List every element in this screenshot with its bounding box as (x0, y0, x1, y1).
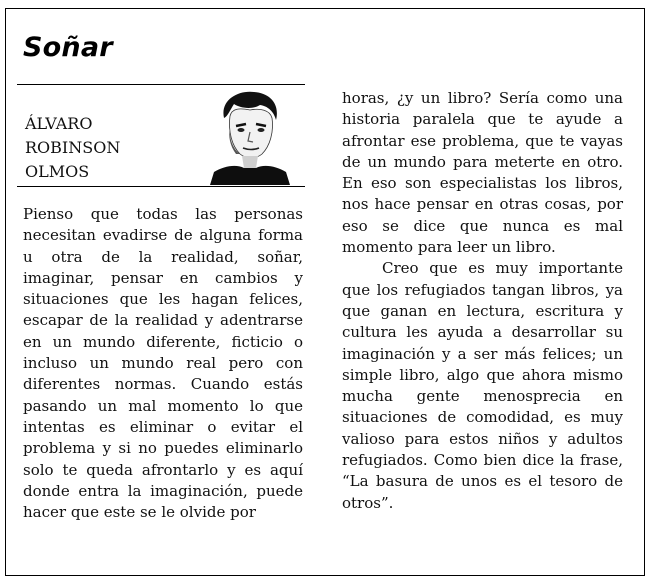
text-column-left (23, 204, 303, 523)
author-photo (210, 88, 290, 185)
paragraph-2: Creo que es muy importante que los refugiados tangan libros, ya que ganan en lectura, escritura y cultura les ayuda a desarrollar su imaginación y a ser más felices; un simple libro, algo que ahora mismo mucha gente menosprecia en situaciones de comodidad, es muy valioso para estos niños y adultos refugiados. Como bien dice la frase, “La basura de unos es el tesoro de otros”. (342, 259, 623, 512)
header-rule-bottom (17, 186, 305, 187)
author-line-2: ROBINSON (25, 138, 121, 157)
author-line-3: OLMOS (25, 162, 90, 181)
article-title: Soñar (23, 32, 113, 63)
header-rule-top (17, 84, 305, 85)
paragraph-1-continued: horas, ¿y un libro? Sería como una historia paralela que te ayude a afrontar ese problema, que te vayas de un mundo para meterte en otro. En eso son especialistas los libros, nos hace pensar en otras cosas, por eso se dice que nunca es mal momento para leer un libro. (342, 89, 623, 257)
author-line-1: ÁLVARO (25, 114, 93, 133)
text-column-right (342, 88, 623, 514)
author-name (25, 112, 205, 184)
paragraph-1: Pienso que todas las personas necesitan evadirse de alguna forma u otra de la realidad, soñar, imaginar, pensar en cambios y situaciones que les hagan felices, escapar de la realidad y adentrarse en un mundo diferente, ficticio o incluso un mundo real pero con diferentes normas. Cuando estás pasando un mal momento lo que intentas es eliminar o evitar el problema y si no puedes eliminarlo solo te queda afrontarlo y es aquí donde entra la imaginación, puede hacer que este se le olvide por (23, 205, 303, 522)
